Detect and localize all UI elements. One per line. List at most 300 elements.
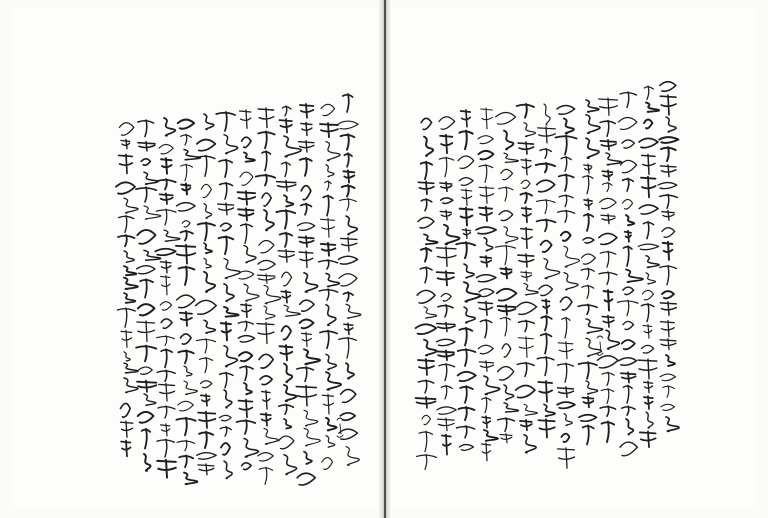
- handwritten-glyph: [157, 439, 174, 457]
- handwritten-glyph: [198, 464, 214, 475]
- handwritten-glyph: [666, 355, 675, 366]
- handwritten-glyph: [518, 337, 533, 358]
- right-page-column-11: [456, 110, 480, 450]
- handwritten-glyph: [244, 152, 255, 161]
- handwritten-glyph: [539, 285, 553, 295]
- handwritten-glyph: [118, 308, 136, 327]
- handwritten-glyph: [600, 120, 615, 136]
- handwritten-glyph: [482, 397, 491, 413]
- handwritten-glyph: [661, 404, 675, 410]
- handwritten-glyph: [241, 304, 251, 318]
- handwritten-glyph: [342, 185, 355, 196]
- handwritten-glyph: [279, 436, 294, 449]
- handwritten-glyph: [344, 323, 353, 334]
- handwritten-glyph: [238, 321, 253, 331]
- handwritten-glyph: [461, 189, 472, 206]
- handwritten-glyph: [181, 134, 191, 145]
- handwritten-glyph: [524, 404, 537, 415]
- handwritten-glyph: [500, 317, 510, 336]
- handwritten-glyph: [259, 467, 272, 484]
- interlinear-note: [337, 418, 343, 437]
- handwritten-glyph: [504, 403, 519, 412]
- handwritten-glyph: [179, 455, 193, 467]
- handwritten-glyph: [441, 385, 452, 398]
- handwritten-glyph: [341, 237, 357, 251]
- handwritten-glyph: [157, 460, 176, 478]
- handwritten-glyph: [160, 302, 171, 311]
- handwritten-glyph: [119, 216, 134, 233]
- left-page-column-12: [116, 123, 138, 457]
- handwritten-glyph: [264, 210, 274, 230]
- handwritten-glyph: [561, 157, 571, 172]
- handwritten-glyph: [606, 330, 619, 349]
- handwritten-glyph: [625, 231, 631, 242]
- handwritten-glyph: [459, 445, 473, 451]
- handwritten-glyph: [538, 381, 552, 402]
- handwritten-glyph: [177, 203, 196, 211]
- handwritten-glyph: [484, 430, 498, 441]
- handwritten-glyph: [343, 170, 354, 182]
- handwritten-glyph: [497, 289, 517, 301]
- handwritten-glyph: [298, 223, 315, 231]
- handwritten-glyph: [538, 419, 554, 437]
- handwritten-glyph: [224, 346, 237, 367]
- handwritten-glyph: [564, 273, 578, 290]
- handwritten-glyph: [244, 246, 256, 263]
- handwritten-glyph: [602, 372, 614, 385]
- handwritten-glyph: [284, 419, 291, 429]
- handwritten-glyph: [620, 160, 636, 172]
- handwritten-glyph: [437, 271, 454, 285]
- handwritten-glyph: [237, 420, 256, 434]
- left-page-column-2: [319, 104, 341, 469]
- handwritten-glyph: [498, 418, 515, 431]
- handwritten-glyph: [280, 233, 292, 247]
- handwritten-glyph: [301, 332, 311, 346]
- handwritten-glyph: [157, 370, 175, 381]
- handwritten-glyph: [459, 328, 472, 346]
- handwritten-glyph: [220, 427, 231, 437]
- handwritten-glyph: [418, 181, 433, 194]
- handwritten-glyph: [478, 136, 493, 144]
- handwritten-glyph: [584, 164, 592, 173]
- handwritten-glyph: [121, 330, 132, 347]
- handwritten-glyph: [660, 194, 678, 208]
- handwritten-glyph: [262, 151, 271, 171]
- handwritten-glyph: [564, 414, 572, 426]
- handwritten-glyph: [204, 204, 212, 219]
- handwritten-glyph: [284, 195, 293, 206]
- handwritten-glyph: [597, 356, 618, 368]
- handwritten-glyph: [321, 243, 335, 256]
- handwritten-glyph: [284, 455, 297, 475]
- handwritten-glyph: [478, 301, 492, 315]
- handwritten-glyph: [504, 385, 514, 400]
- handwritten-glyph: [500, 433, 512, 442]
- handwritten-glyph: [124, 198, 138, 213]
- handwritten-glyph: [626, 270, 643, 283]
- handwritten-glyph: [304, 428, 320, 446]
- handwritten-glyph: [240, 366, 253, 380]
- handwritten-glyph: [557, 402, 575, 408]
- handwritten-glyph: [198, 223, 215, 241]
- handwritten-glyph: [500, 268, 511, 279]
- handwritten-glyph: [237, 271, 254, 279]
- handwritten-glyph: [137, 266, 155, 274]
- handwritten-glyph: [441, 293, 451, 301]
- handwritten-glyph: [584, 199, 592, 210]
- handwritten-glyph: [623, 178, 634, 191]
- handwritten-glyph: [340, 198, 357, 210]
- handwritten-glyph: [660, 302, 676, 315]
- handwritten-glyph: [182, 221, 190, 227]
- left-page-column-1: [338, 94, 361, 465]
- handwritten-glyph: [521, 180, 530, 188]
- handwritten-glyph: [297, 473, 315, 485]
- handwritten-glyph: [524, 123, 535, 137]
- handwritten-glyph: [659, 137, 678, 143]
- handwritten-glyph: [296, 386, 316, 406]
- handwritten-glyph: [219, 415, 231, 420]
- right-page-column-1: [658, 82, 679, 432]
- handwritten-glyph: [338, 121, 358, 129]
- handwritten-glyph: [583, 238, 594, 243]
- handwritten-glyph: [158, 406, 175, 418]
- handwritten-glyph: [441, 198, 453, 204]
- handwritten-glyph: [344, 153, 352, 167]
- handwritten-glyph: [320, 331, 337, 349]
- handwritten-glyph: [456, 242, 475, 258]
- handwritten-glyph: [304, 349, 320, 364]
- handwritten-glyph: [642, 290, 653, 300]
- handwritten-glyph: [280, 119, 292, 132]
- handwritten-glyph: [181, 184, 190, 195]
- handwritten-glyph: [264, 428, 278, 444]
- handwritten-glyph: [479, 186, 493, 203]
- handwritten-glyph: [238, 208, 253, 220]
- handwritten-glyph: [558, 387, 574, 397]
- handwritten-glyph: [520, 420, 532, 430]
- handwritten-glyph: [626, 215, 634, 225]
- handwritten-glyph: [586, 138, 599, 158]
- handwritten-glyph: [437, 323, 455, 332]
- handwritten-glyph: [421, 199, 432, 211]
- handwritten-glyph: [264, 285, 281, 303]
- handwritten-glyph: [124, 251, 134, 262]
- handwritten-glyph: [520, 193, 532, 203]
- handwritten-glyph: [338, 256, 357, 264]
- handwritten-glyph: [204, 243, 212, 253]
- handwritten-glyph: [421, 162, 432, 179]
- handwritten-glyph: [600, 406, 615, 416]
- handwritten-glyph: [321, 218, 335, 237]
- handwritten-glyph: [463, 229, 471, 239]
- handwritten-glyph: [436, 247, 455, 266]
- handwritten-glyph: [416, 324, 437, 334]
- handwritten-glyph: [559, 174, 574, 190]
- handwritten-glyph: [201, 394, 210, 406]
- right-page-column-5: [578, 100, 603, 445]
- handwritten-glyph: [461, 110, 471, 127]
- left-page-column-6: [237, 110, 259, 470]
- handwritten-glyph: [238, 191, 256, 204]
- handwritten-glyph: [262, 193, 271, 206]
- handwritten-glyph: [300, 320, 314, 329]
- handwritten-glyph: [557, 363, 573, 382]
- handwritten-glyph: [326, 165, 334, 177]
- handwritten-glyph: [259, 354, 273, 368]
- handwritten-glyph: [484, 376, 500, 394]
- handwritten-glyph: [299, 251, 313, 267]
- handwritten-glyph: [224, 284, 234, 301]
- handwritten-glyph: [177, 440, 194, 450]
- handwritten-glyph: [138, 142, 155, 151]
- handwritten-glyph: [538, 127, 556, 143]
- handwritten-glyph: [220, 372, 233, 387]
- handwritten-glyph: [504, 131, 513, 150]
- handwritten-glyph: [284, 385, 296, 401]
- handwritten-glyph: [583, 175, 593, 193]
- handwritten-glyph: [464, 264, 474, 278]
- handwritten-glyph: [421, 118, 431, 129]
- handwritten-glyph: [620, 92, 636, 107]
- handwritten-glyph: [180, 312, 192, 326]
- handwritten-glyph: [439, 117, 455, 130]
- handwritten-glyph: [144, 206, 161, 219]
- handwritten-glyph: [138, 120, 154, 137]
- handwritten-glyph: [216, 112, 235, 131]
- handwritten-glyph: [644, 120, 652, 129]
- right-page-column-12: [436, 117, 459, 455]
- handwritten-glyph: [201, 184, 211, 197]
- handwritten-glyph: [119, 123, 133, 136]
- handwritten-glyph: [198, 412, 215, 428]
- handwritten-glyph: [541, 241, 552, 252]
- handwritten-glyph: [418, 380, 433, 393]
- handwritten-glyph: [458, 156, 474, 168]
- handwritten-glyph: [197, 140, 216, 151]
- handwritten-glyph: [478, 151, 493, 160]
- handwritten-glyph: [204, 258, 211, 268]
- handwritten-glyph: [300, 158, 312, 176]
- handwritten-glyph: [644, 396, 653, 409]
- handwritten-glyph: [622, 406, 635, 415]
- handwritten-glyph: [583, 397, 594, 408]
- handwritten-glyph: [578, 304, 597, 314]
- handwritten-glyph: [326, 372, 341, 390]
- handwritten-glyph: [184, 381, 197, 394]
- handwritten-glyph: [646, 256, 659, 268]
- handwritten-glyph: [257, 274, 275, 283]
- handwritten-glyph: [640, 431, 656, 447]
- handwritten-glyph: [663, 386, 675, 398]
- handwritten-glyph: [618, 300, 638, 315]
- handwritten-glyph: [157, 336, 175, 346]
- handwritten-glyph: [281, 290, 290, 302]
- handwritten-glyph: [556, 136, 577, 155]
- left-page-column-8: [196, 114, 217, 475]
- handwritten-glyph: [424, 234, 438, 244]
- handwritten-glyph: [124, 293, 135, 303]
- handwritten-glyph: [437, 407, 456, 414]
- handwritten-glyph: [164, 230, 180, 241]
- handwritten-glyph: [459, 407, 475, 420]
- handwritten-glyph: [502, 344, 511, 357]
- handwritten-glyph: [279, 345, 292, 360]
- handwritten-glyph: [161, 158, 171, 173]
- handwritten-glyph: [480, 256, 491, 267]
- handwritten-glyph: [417, 454, 437, 469]
- handwritten-glyph: [276, 210, 295, 228]
- handwritten-glyph: [224, 390, 232, 408]
- handwritten-glyph: [281, 162, 290, 177]
- handwritten-glyph: [544, 404, 555, 416]
- handwritten-glyph: [177, 295, 195, 308]
- handwritten-glyph: [479, 361, 493, 371]
- handwritten-glyph: [476, 275, 496, 282]
- handwritten-glyph: [622, 340, 635, 349]
- handwritten-glyph: [564, 246, 579, 267]
- handwritten-glyph: [644, 86, 653, 99]
- handwritten-glyph: [155, 249, 175, 255]
- handwritten-glyph: [244, 383, 252, 394]
- handwritten-glyph: [160, 261, 171, 273]
- handwritten-glyph: [646, 412, 653, 428]
- handwritten-glyph: [661, 147, 676, 161]
- handwritten-glyph: [258, 260, 275, 269]
- handwritten-glyph: [244, 284, 259, 301]
- handwritten-glyph: [140, 279, 153, 297]
- handwritten-glyph: [118, 235, 135, 246]
- left-page-column-11: [136, 120, 161, 471]
- handwritten-glyph: [437, 350, 454, 360]
- handwritten-glyph: [480, 320, 491, 338]
- handwritten-glyph: [579, 362, 597, 379]
- handwritten-glyph: [137, 230, 155, 244]
- right-page-column-13: [416, 118, 438, 469]
- handwritten-glyph: [116, 182, 135, 193]
- handwritten-glyph: [564, 119, 574, 134]
- handwritten-glyph: [323, 195, 333, 215]
- handwritten-glyph: [439, 157, 453, 176]
- handwritten-glyph: [464, 282, 480, 301]
- handwritten-glyph: [601, 389, 613, 404]
- handwritten-glyph: [519, 320, 535, 331]
- handwritten-glyph: [178, 120, 194, 129]
- handwritten-glyph: [144, 454, 151, 471]
- handwritten-glyph: [301, 186, 311, 200]
- handwritten-glyph: [518, 142, 533, 154]
- handwritten-glyph: [561, 434, 569, 442]
- handwritten-glyph: [326, 273, 339, 286]
- handwritten-glyph: [282, 272, 292, 286]
- handwritten-glyph: [224, 461, 232, 478]
- handwritten-glyph: [541, 333, 552, 353]
- handwritten-glyph: [623, 287, 634, 294]
- handwritten-glyph: [161, 349, 172, 367]
- handwritten-glyph: [660, 339, 676, 350]
- handwritten-glyph: [481, 108, 492, 129]
- handwritten-glyph: [521, 271, 532, 281]
- handwritten-glyph: [161, 424, 170, 436]
- handwritten-glyph: [424, 307, 437, 318]
- handwritten-glyph: [457, 426, 475, 438]
- handwritten-glyph: [660, 165, 676, 177]
- handwritten-glyph: [419, 431, 432, 451]
- handwritten-glyph: [460, 208, 473, 226]
- handwritten-glyph: [542, 300, 549, 314]
- handwritten-glyph: [438, 305, 453, 317]
- handwritten-glyph: [420, 267, 432, 283]
- handwritten-glyph: [558, 342, 573, 359]
- handwritten-glyph: [180, 231, 192, 241]
- handwritten-glyph: [646, 103, 659, 112]
- handwritten-glyph: [141, 159, 150, 165]
- handwritten-glyph: [326, 142, 340, 161]
- handwritten-glyph: [504, 153, 518, 162]
- handwritten-glyph: [159, 383, 175, 401]
- handwritten-glyph: [663, 242, 673, 260]
- handwritten-glyph: [638, 244, 658, 250]
- handwritten-glyph: [482, 416, 490, 428]
- handwritten-glyph: [641, 304, 654, 322]
- handwritten-glyph: [604, 290, 613, 310]
- handwritten-glyph: [279, 404, 294, 414]
- handwritten-glyph: [606, 153, 622, 165]
- handwritten-glyph: [321, 104, 335, 115]
- handwritten-glyph: [662, 228, 675, 238]
- handwritten-glyph: [297, 367, 314, 381]
- handwritten-glyph: [643, 324, 652, 338]
- handwritten-glyph: [639, 138, 658, 147]
- handwritten-glyph: [221, 443, 230, 455]
- handwritten-glyph: [499, 211, 512, 221]
- handwritten-glyph: [421, 248, 431, 262]
- handwritten-glyph: [559, 195, 573, 207]
- handwritten-glyph: [346, 447, 359, 465]
- handwritten-glyph: [260, 376, 272, 385]
- right-page-column-7: [536, 104, 560, 437]
- handwritten-glyph: [437, 339, 455, 345]
- right-page-column-9: [496, 112, 519, 442]
- handwritten-glyph: [626, 419, 633, 435]
- handwritten-glyph: [241, 224, 253, 244]
- handwritten-glyph: [164, 118, 175, 136]
- handwritten-glyph: [602, 422, 615, 442]
- handwritten-glyph: [662, 211, 674, 221]
- handwritten-glyph: [221, 322, 231, 340]
- handwritten-glyph: [326, 418, 337, 431]
- handwritten-glyph: [602, 316, 614, 328]
- handwritten-glyph: [619, 358, 637, 366]
- handwritten-glyph: [120, 403, 130, 417]
- handwritten-glyph: [204, 320, 215, 333]
- handwritten-glyph: [562, 317, 570, 338]
- handwritten-glyph: [586, 115, 600, 133]
- handwritten-glyph: [602, 182, 612, 191]
- left-page-column-7: [216, 112, 240, 479]
- handwritten-glyph: [346, 304, 361, 318]
- handwritten-glyph: [541, 316, 551, 331]
- handwritten-glyph: [581, 268, 594, 279]
- handwritten-glyph: [304, 273, 318, 292]
- handwritten-glyph: [581, 254, 595, 264]
- handwritten-glyph: [284, 305, 300, 316]
- handwritten-glyph: [219, 236, 234, 254]
- handwritten-glyph: [326, 305, 336, 326]
- handwritten-glyph: [264, 306, 275, 319]
- handwritten-glyph: [304, 410, 318, 426]
